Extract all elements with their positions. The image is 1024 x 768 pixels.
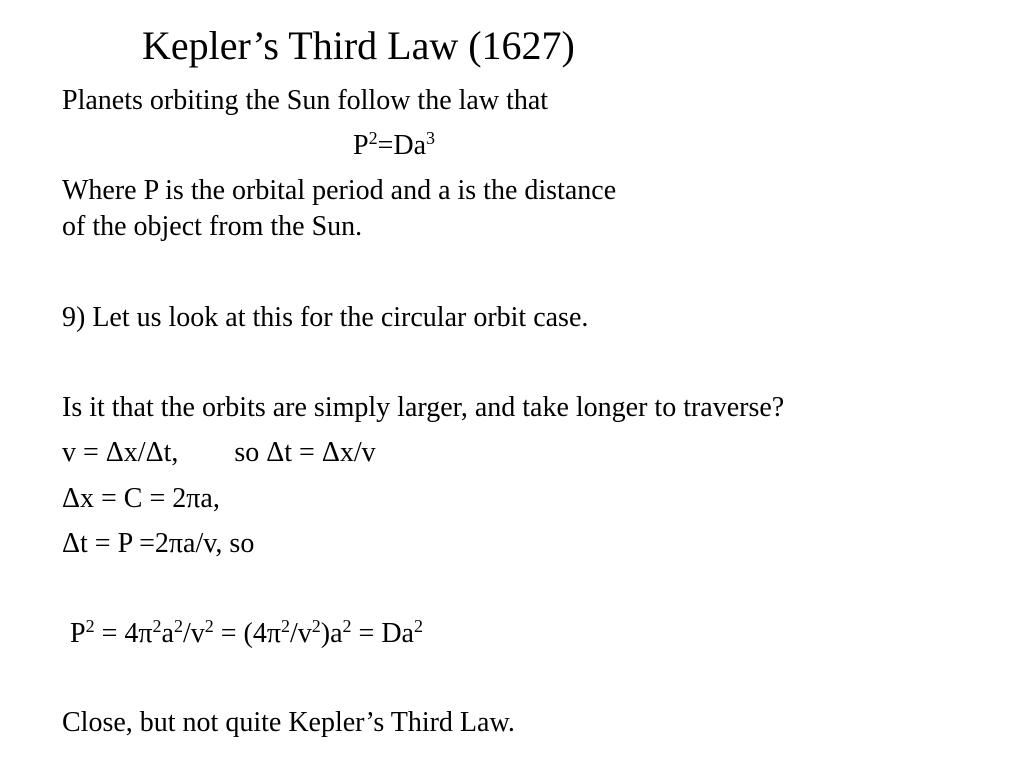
deriv-close-a: )a bbox=[320, 618, 343, 649]
deriv-a-exp3: 2 bbox=[414, 616, 423, 636]
formula-p: P bbox=[353, 130, 369, 161]
derivation-equation bbox=[70, 617, 423, 651]
deriv-eq2: = (4π bbox=[213, 618, 281, 649]
deriv-eq1: = 4π bbox=[94, 618, 153, 649]
deriv-a: a bbox=[161, 618, 174, 649]
period-equation: Δt = P =2πa/v, so bbox=[62, 528, 255, 559]
formula-equals-da: =Da bbox=[377, 130, 427, 161]
deriv-over-v: /v bbox=[182, 618, 205, 649]
deriv-p: P bbox=[70, 618, 86, 649]
deriv-over-v2: /v bbox=[290, 618, 312, 649]
deriv-eq3: = Da bbox=[351, 618, 414, 649]
deriv-pi-exp2: 2 bbox=[281, 616, 290, 636]
kepler-law-formula bbox=[353, 129, 435, 163]
formula-a-exponent: 3 bbox=[426, 128, 436, 148]
definition-line-1: Where P is the orbital period and a is the distance bbox=[62, 175, 617, 206]
conclusion-text: Close, but not quite Kepler’s Third Law. bbox=[62, 707, 515, 738]
deriv-pi-exp: 2 bbox=[152, 616, 162, 636]
question-text: Is it that the orbits are simply larger, and take longer to traverse? bbox=[62, 392, 785, 423]
deriv-p-exp: 2 bbox=[85, 616, 95, 636]
item-9-text: 9) Let us look at this for the circular orbit case. bbox=[62, 302, 589, 333]
circumference-equation: Δx = C = 2πa, bbox=[62, 483, 220, 514]
slide-title: Kepler’s Third Law (1627) bbox=[142, 23, 575, 68]
deriv-v-exp2: 2 bbox=[311, 616, 321, 636]
intro-text: Planets orbiting the Sun follow the law that bbox=[62, 85, 549, 116]
deriv-a-exp: 2 bbox=[173, 616, 183, 636]
definition-line-2: of the object from the Sun. bbox=[62, 211, 363, 242]
velocity-equation: v = Δx/Δt, so Δt = Δx/v bbox=[62, 437, 376, 468]
formula-p-exponent: 2 bbox=[368, 128, 378, 148]
deriv-v-exp: 2 bbox=[204, 616, 214, 636]
deriv-a-exp2: 2 bbox=[342, 616, 352, 636]
